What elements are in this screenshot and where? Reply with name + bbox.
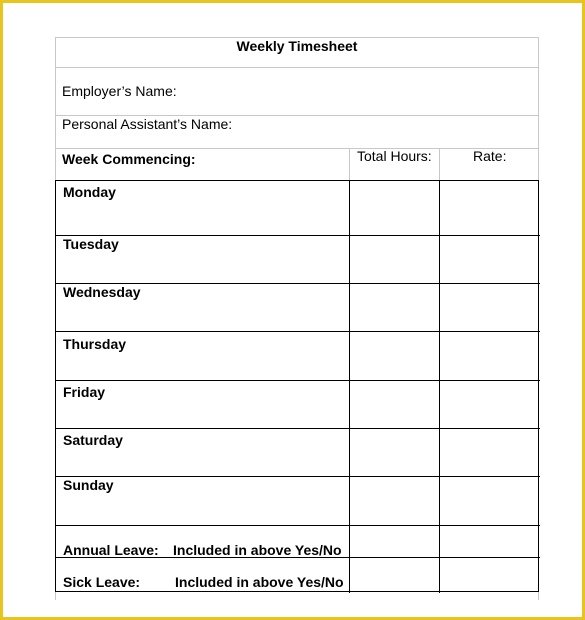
assistant-name-label: Personal Assistant’s Name: — [62, 116, 233, 132]
border-extension — [538, 592, 539, 600]
day-label-saturday: Saturday — [63, 432, 123, 448]
employer-name-label: Employer’s Name: — [62, 83, 177, 99]
row-divider — [56, 235, 540, 236]
day-label-friday: Friday — [63, 384, 106, 400]
week-commencing-label: Week Commencing: — [62, 151, 196, 167]
divider — [55, 148, 539, 149]
divider — [55, 67, 539, 68]
timesheet-grid — [55, 180, 539, 592]
row-divider — [56, 525, 540, 526]
day-label-monday: Monday — [63, 184, 116, 200]
day-label-thursday: Thursday — [63, 336, 127, 352]
annual-leave-included-text: Included in above Yes/No — [173, 542, 342, 558]
border-extension — [55, 592, 56, 600]
day-label-tuesday: Tuesday — [63, 236, 119, 252]
day-label-wednesday: Wednesday — [63, 284, 141, 300]
sick-leave-included-text: Included in above Yes/No — [175, 574, 344, 590]
row-divider — [56, 428, 540, 429]
column-divider — [349, 181, 350, 593]
day-label-sunday: Sunday — [63, 477, 114, 493]
row-divider — [56, 380, 540, 381]
sick-leave-label: Sick Leave: — [63, 574, 141, 590]
column-divider — [349, 148, 350, 181]
annual-leave-label: Annual Leave: — [63, 542, 159, 558]
total-hours-header: Total Hours: — [357, 148, 432, 164]
rate-header: Rate: — [473, 148, 507, 164]
column-divider — [439, 148, 440, 181]
column-divider — [439, 181, 440, 593]
row-divider — [56, 331, 540, 332]
row-divider — [56, 476, 540, 477]
timesheet-title: Weekly Timesheet — [236, 38, 358, 54]
